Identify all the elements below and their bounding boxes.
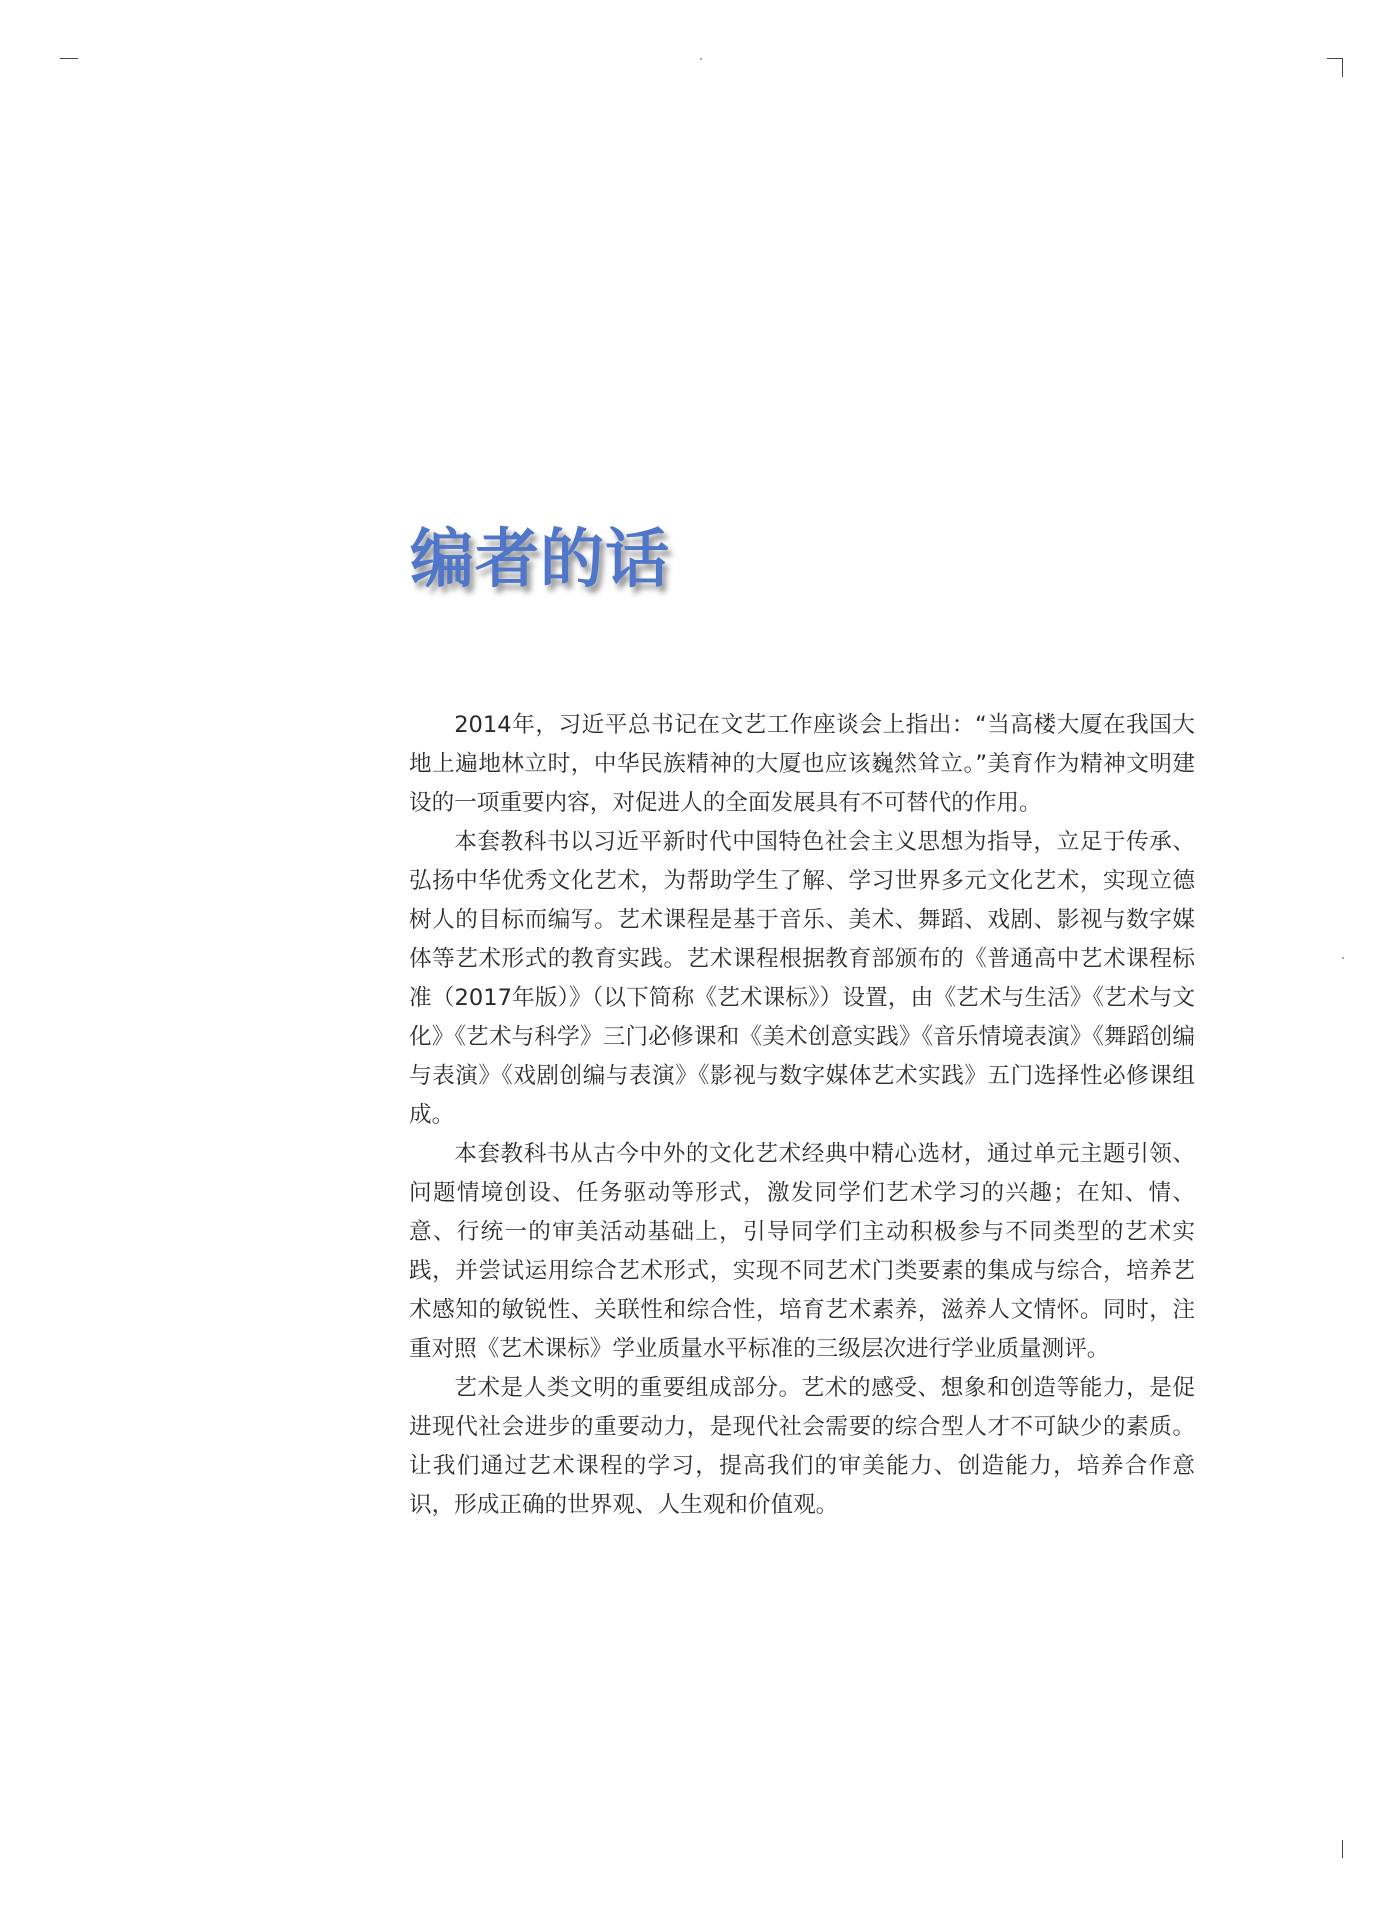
- crop-mark-top-right-vertical: [1342, 58, 1343, 77]
- crop-mark-top-right-horizontal: [1327, 58, 1343, 59]
- paragraph-4: 艺术是人类文明的重要组成部分。艺术的感受、想象和创造等能力，是促进现代社会进步的重要动力，是现代社会需要的综合型人才不可缺少的素质。让我们通过艺术课程的学习，提高我们的审美能力、创造能力，培养合作意识，形成正确的世界观、人生观和价值观。: [409, 1375, 1195, 1518]
- paragraph-2: 本套教科书以习近平新时代中国特色社会主义思想为指导，立足于传承、弘扬中华优秀文化艺术，为帮助学生了解、学习世界多元文化艺术，实现立德树人的目标而编写。艺术课程是基于音乐、美术、舞蹈、戏剧、影视与数字媒体等艺术形式的教育实践。艺术课程根据教育部颁布的《普通高中艺术课程标准（2017年版）》（以下简称《艺术课标》）设置，由《艺术与生活》《艺术与文化》《艺术与科学》三门必修课和《美术创意实践》《音乐情境表演》《舞蹈创编与表演》《戏剧创编与表演》《影视与数字媒体艺术实践》五门选择性必修课组成。: [409, 829, 1195, 1128]
- paragraph-1: 2014年，习近平总书记在文艺工作座谈会上指出：“当高楼大厦在我国大地上遍地林立时，中华民族精神的大厦也应该巍然耸立。”美育作为精神文明建设的一项重要内容，对促进人的全面发展具有不可替代的作用。: [409, 712, 1195, 816]
- paragraph-3: 本套教科书从古今中外的文化艺术经典中精心选材，通过单元主题引领、问题情境创设、任务驱动等形式，激发同学们艺术学习的兴趣；在知、情、意、行统一的审美活动基础上，引导同学们主动积极参与不同类型的艺术实践，并尝试运用综合艺术形式，实现不同艺术门类要素的集成与综合，培养艺术感知的敏锐性、关联性和综合性，培育艺术素养，滋养人文情怀。同时，注重对照《艺术课标》学业质量水平标准的三级层次进行学业质量测评。: [409, 1141, 1195, 1362]
- page-title: 编者的话: [410, 523, 670, 597]
- foreword-body: [409, 706, 1195, 1525]
- registration-dot-top: [700, 58, 702, 60]
- registration-dot-right: [1342, 957, 1344, 959]
- crop-mark-bottom-right: [1342, 1840, 1343, 1858]
- crop-mark-top-left: [60, 58, 78, 59]
